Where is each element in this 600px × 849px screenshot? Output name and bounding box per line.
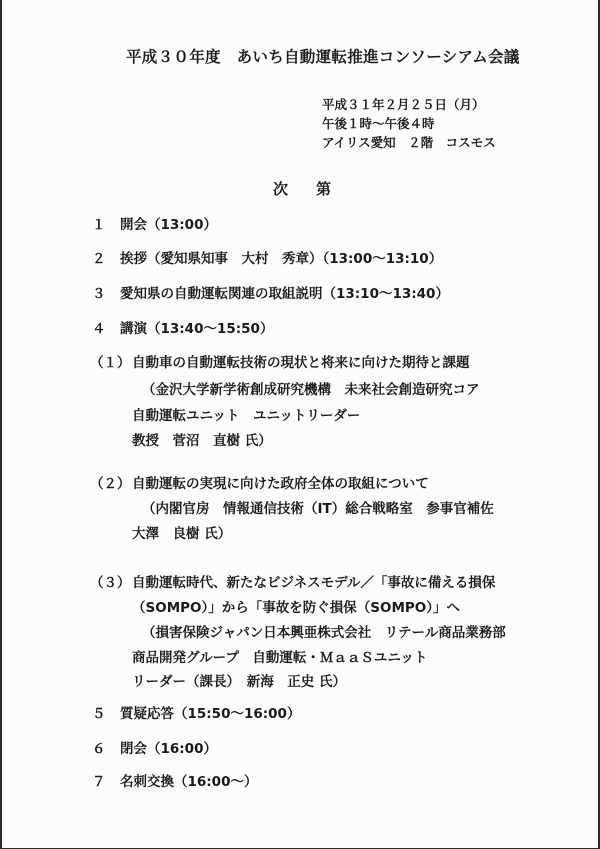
agenda-item-text: 挨拶（愛知県知事 大村 秀章）（13:00～13:10） (120, 251, 443, 267)
agenda-item-number: ７ (92, 774, 106, 790)
lecture-number: （１） (90, 355, 131, 371)
lecture-speaker-line: （内閣官房 情報通信技術（IT）総合戦略室 参事官補佐 (142, 501, 494, 517)
agenda-item-number: ６ (92, 741, 106, 757)
agenda-item-number: ４ (92, 321, 106, 337)
agenda-heading: 次第 (273, 180, 360, 198)
agenda-item-number: ５ (92, 706, 106, 722)
lecture-speaker-line: （SOMPO）」から「事故を防ぐ損保（SOMPO）」へ (132, 600, 461, 616)
document-title: 平成３０年度 あいち自動運転推進コンソーシアム会議 (126, 48, 520, 66)
meeting-time: 午後１時～午後４時 (322, 116, 435, 131)
lecture-speaker-line: リーダー（課長） 新海 正史 氏） (132, 674, 346, 690)
lecture-number: （３） (90, 575, 131, 591)
lecture-title: 自動運転の実現に向けた政府全体の取組について (132, 476, 429, 492)
agenda-item-text: 講演（13:40～15:50） (120, 321, 274, 337)
agenda-item-text: 名刺交換（16:00～） (120, 774, 258, 790)
agenda-item-text: 愛知県の自動運転関連の取組説明（13:10～13:40） (120, 286, 449, 302)
lecture-title: 自動車の自動運転技術の現状と将来に向けた期待と課題 (132, 355, 470, 371)
agenda-item-text: 質疑応答（15:50～16:00） (120, 706, 301, 722)
lecture-speaker-line: （金沢大学新学術創成研究機構 未来社会創造研究コア (142, 382, 480, 398)
lecture-number: （２） (90, 476, 131, 492)
lecture-speaker-line: 自動運転ユニット ユニットリーダー (132, 408, 361, 424)
lecture-title: 自動運転時代、新たなビジネスモデル／「事故に備える損保 (132, 575, 496, 591)
lecture-speaker-line: 教授 菅沼 直樹 氏） (132, 433, 272, 449)
agenda-item-number: ３ (92, 286, 106, 302)
agenda-item-text: 閉会（16:00） (120, 741, 217, 757)
agenda-item-number: １ (92, 217, 106, 233)
agenda-item-text: 開会（13:00） (120, 217, 217, 233)
lecture-speaker-line: （損害保険ジャパン日本興亜株式会社 リテール商品業務部 (142, 625, 506, 641)
lecture-speaker-line: 大澤 良樹 氏） (132, 526, 232, 542)
meeting-date: 平成３１年２月２５日（月） (322, 97, 485, 112)
agenda-item-number: ２ (92, 251, 106, 267)
meeting-place: アイリス愛知 ２階 コスモス (322, 135, 496, 150)
lecture-speaker-line: 商品開発グループ 自動運転・ＭａａＳユニット (132, 650, 428, 666)
